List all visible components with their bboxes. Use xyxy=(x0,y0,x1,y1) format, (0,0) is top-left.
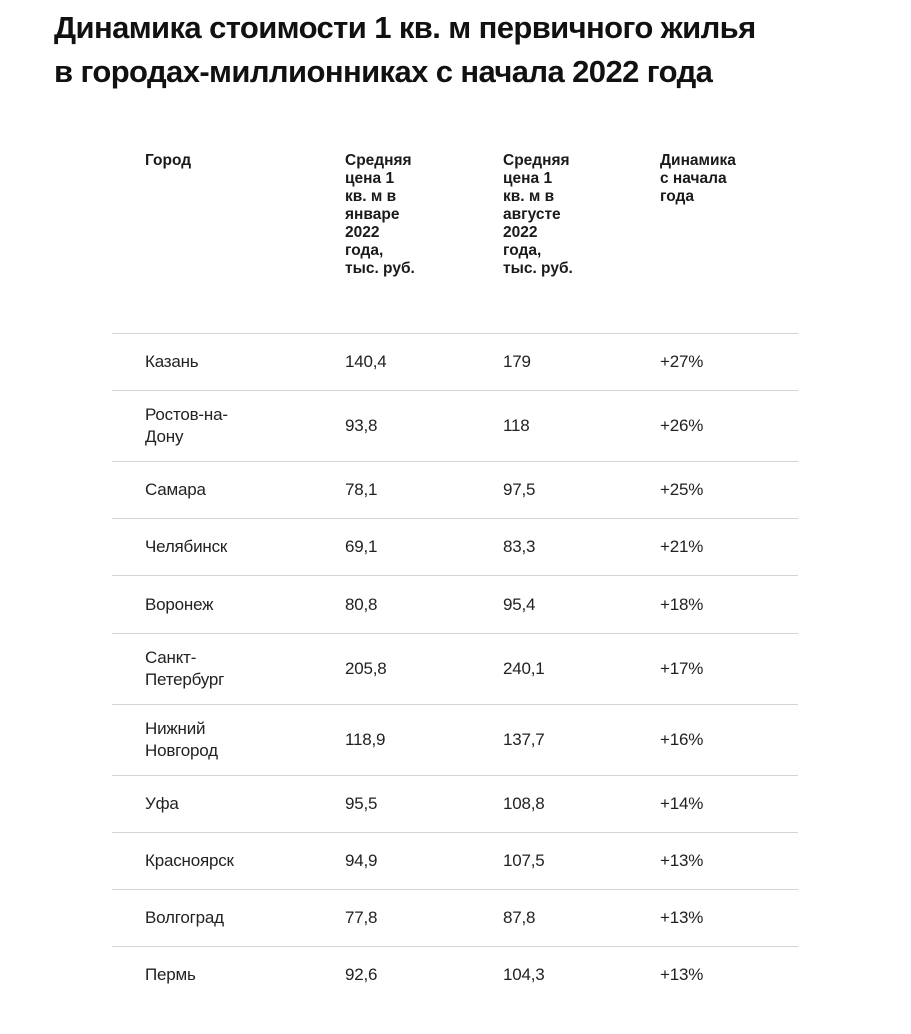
jan-price-cell: 118,9 xyxy=(345,730,386,749)
header-jan-price: Средняя цена 1 кв. м в январе 2022 года, тыс. руб. xyxy=(345,152,415,277)
aug-price-cell: 87,8 xyxy=(503,908,536,927)
table-row xyxy=(112,391,798,462)
city-cell: Пермь xyxy=(145,965,196,984)
table-row xyxy=(112,634,798,705)
change-cell: +25% xyxy=(660,480,704,499)
aug-price-cell: 179 xyxy=(503,352,531,371)
change-cell: +17% xyxy=(660,659,704,678)
jan-price-cell: 77,8 xyxy=(345,908,378,927)
jan-price-cell: 80,8 xyxy=(345,594,378,614)
header-change: Динамика с начала года xyxy=(660,152,736,205)
aug-price-cell: 83,3 xyxy=(503,537,536,556)
city-cell: Красноярск xyxy=(145,851,234,870)
aug-price-cell: 104,3 xyxy=(503,965,545,984)
title-line-2: в городах-миллионниках с начала 2022 года xyxy=(54,54,713,89)
change-cell: +14% xyxy=(660,794,704,813)
aug-price-cell: 137,7 xyxy=(503,730,545,749)
change-cell: +13% xyxy=(660,851,704,870)
table-row xyxy=(112,576,798,634)
header-aug-price: Средняя цена 1 кв. м в августе 2022 года, тыс. руб. xyxy=(503,152,573,277)
change-cell: +27% xyxy=(660,352,704,371)
page-title xyxy=(54,6,904,94)
table-row xyxy=(112,705,798,776)
city-cell: Нижний Новгород xyxy=(145,719,218,760)
city-cell: Уфа xyxy=(145,794,179,813)
city-cell: Челябинск xyxy=(145,537,228,556)
table-row xyxy=(112,462,798,519)
table-row xyxy=(112,833,798,890)
table-row xyxy=(112,519,798,576)
change-cell: +21% xyxy=(660,537,704,556)
jan-price-cell: 78,1 xyxy=(345,480,378,499)
city-cell: Самара xyxy=(145,480,206,499)
aug-price-cell: 107,5 xyxy=(503,851,545,870)
city-cell: Казань xyxy=(145,352,199,371)
city-cell: Ростов-на- Дону xyxy=(145,405,228,446)
aug-price-cell: 108,8 xyxy=(503,794,545,813)
jan-price-cell: 140,4 xyxy=(345,352,387,371)
change-cell: +26% xyxy=(660,416,704,435)
aug-price-cell: 95,4 xyxy=(503,594,536,614)
jan-price-cell: 94,9 xyxy=(345,851,378,870)
aug-price-cell: 97,5 xyxy=(503,480,536,499)
header-city: Город xyxy=(145,152,192,169)
title-line-1: Динамика стоимости 1 кв. м первичного жилья xyxy=(54,10,756,45)
city-cell: Санкт- Петербург xyxy=(145,648,225,689)
table-row xyxy=(112,776,798,833)
jan-price-cell: 93,8 xyxy=(345,416,378,435)
aug-price-cell: 240,1 xyxy=(503,659,545,678)
jan-price-cell: 92,6 xyxy=(345,965,378,984)
jan-price-cell: 205,8 xyxy=(345,659,387,678)
table-row xyxy=(112,890,798,947)
change-cell: +16% xyxy=(660,730,704,749)
jan-price-cell: 69,1 xyxy=(345,537,378,556)
change-cell: +18% xyxy=(660,594,704,614)
aug-price-cell: 118 xyxy=(503,416,530,435)
city-cell: Волгоград xyxy=(145,908,224,927)
table-row xyxy=(112,334,798,391)
change-cell: +13% xyxy=(660,908,704,927)
table-header xyxy=(112,150,798,334)
city-cell: Воронеж xyxy=(145,594,214,614)
table-row xyxy=(112,947,798,1003)
change-cell: +13% xyxy=(660,965,704,984)
price-table xyxy=(112,150,798,1003)
jan-price-cell: 95,5 xyxy=(345,794,378,813)
